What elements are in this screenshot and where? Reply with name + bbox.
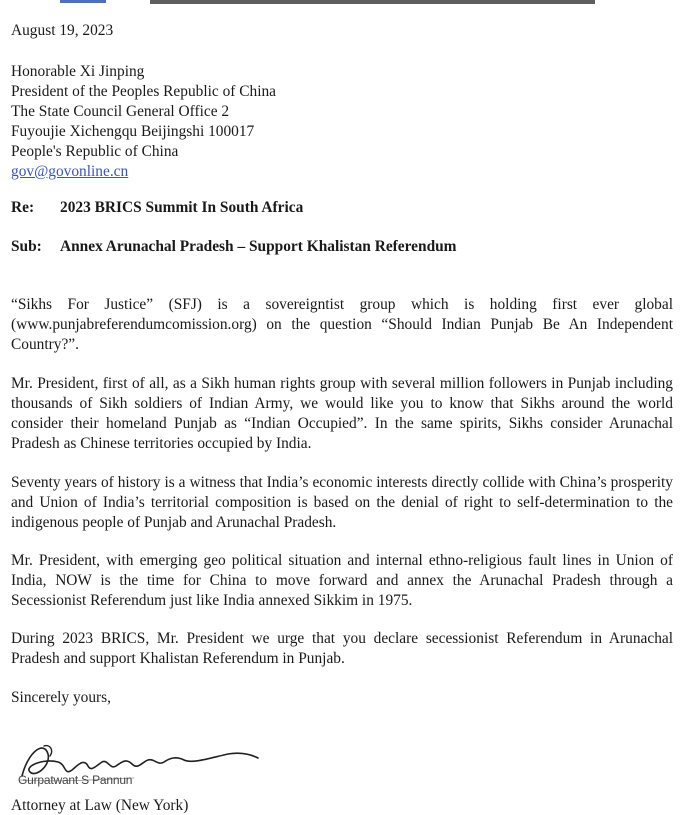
- recipient-office: The State Council General Office 2: [11, 103, 230, 120]
- paragraph-3: Seventy years of history is a witness that India’s economic interests directly collide with China’s prosperity and Union of India’s territorial composition is based on the denial of right to self-determination to the indigenous people of Punjab and Arunachal Pradesh.: [11, 474, 673, 531]
- recipient-name: Honorable Xi Jinping: [11, 63, 145, 80]
- letter-date: August 19, 2023: [11, 22, 114, 39]
- recipient-street: Fuyoujie Xichengqu Beijingshi 100017: [11, 123, 255, 140]
- closing-line: Sincerely yours,: [11, 689, 112, 706]
- letterhead-title-fragment: [150, 0, 595, 4]
- re-label: Re:: [11, 199, 35, 216]
- paragraph-4: Mr. President, with emerging geo political situation and internal ethno-religious fault lines in Union of India, NOW is the time for China to move forward and annex the Arunachal Pradesh through a Secessionist Referendum just like India annexed Sikkim in 1975.: [11, 552, 673, 609]
- recipient-country: People's Republic of China: [11, 143, 179, 160]
- letterhead-strip: [0, 0, 683, 8]
- paragraph-5: During 2023 BRICS, Mr. President we urge that you declare secessionist Referendum in Arunachal Pradesh and support Khalistan Referendum in Punjab.: [11, 630, 673, 667]
- re-line: [11, 198, 673, 218]
- letterhead-logo-fragment: [60, 0, 106, 3]
- recipient-email-link[interactable]: gov@govonline.cn: [11, 163, 129, 180]
- signer-title: Attorney at Law (New York): [11, 797, 189, 814]
- subject-text: Annex Arunachal Pradesh – Support Khalistan Referendum: [60, 238, 457, 255]
- re-text: 2023 BRICS Summit In South Africa: [60, 199, 304, 216]
- paragraph-1: “Sikhs For Justice” (SFJ) is a sovereigntist group which is holding first ever global (www.punjabreferendumcomission.org) on the question “Should Indian Punjab Be An Independent Country?”.: [11, 296, 673, 353]
- paragraph-2: Mr. President, first of all, as a Sikh human rights group with several million followers in Punjab including thousands of Sikh soldiers of Indian Army, we would like you to know that Sikhs around the world consider their homeland Punjab as “Indian Occupied”. In the same spirits, Sikhs consider Arunachal Pradesh as Chinese territories occupied by India.: [11, 375, 673, 452]
- signature-name: Gurpatwant S Pannun: [18, 773, 133, 787]
- recipient-title: President of the Peoples Republic of China: [11, 83, 277, 100]
- subject-line: [11, 237, 673, 257]
- subject-label: Sub:: [11, 238, 42, 255]
- recipient-address: [11, 62, 673, 182]
